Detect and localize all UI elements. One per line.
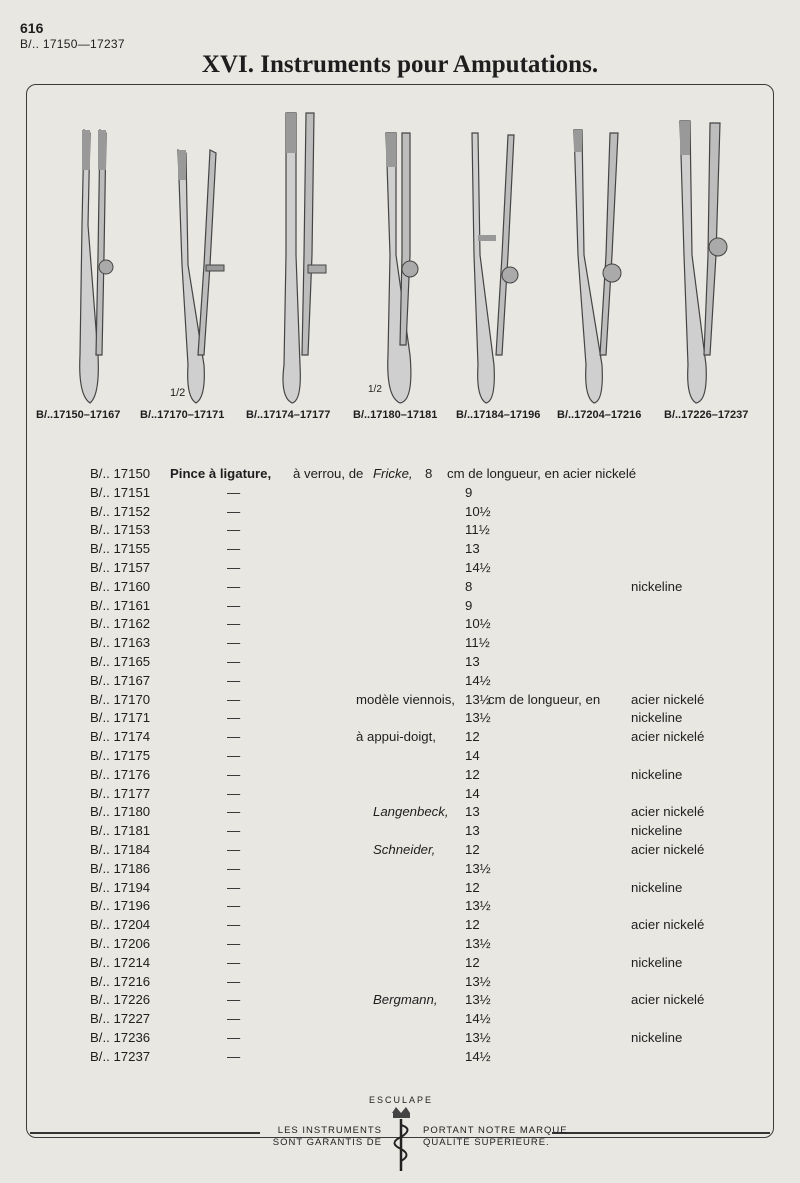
- item-dash: —: [227, 503, 241, 519]
- item-length: 11½: [465, 635, 490, 651]
- item-dash: —: [227, 691, 241, 707]
- table-row: [90, 522, 750, 541]
- table-row: [90, 635, 750, 654]
- item-length: 13½: [465, 1029, 491, 1045]
- table-row: [90, 466, 750, 485]
- item-code: B/.. 17226: [90, 992, 151, 1008]
- item-length: 13½: [465, 973, 491, 989]
- table-row: [90, 842, 750, 861]
- footer-rule-right: [552, 1132, 770, 1134]
- item-code: B/.. 17194: [90, 879, 151, 895]
- item-length: 9: [465, 484, 473, 500]
- item-dash: —: [227, 804, 241, 820]
- item-material: nickeline: [631, 1029, 683, 1045]
- table-row: [90, 955, 750, 974]
- item-dash: —: [227, 747, 241, 763]
- item-dash: —: [227, 578, 241, 594]
- item-code: B/.. 17171: [90, 710, 151, 726]
- item-code: B/.. 17170: [90, 691, 151, 707]
- item-length: 10½: [465, 503, 491, 519]
- item-code: B/.. 17163: [90, 635, 151, 651]
- table-row: [90, 823, 750, 842]
- item-dash: —: [227, 954, 241, 970]
- item-dash: —: [227, 653, 241, 669]
- item-dash: —: [227, 1011, 241, 1027]
- item-length: 14½: [465, 1048, 491, 1064]
- item-dash: —: [227, 879, 241, 895]
- table-row: [90, 579, 750, 598]
- item-material: nickeline: [631, 823, 683, 839]
- table-row: [90, 1011, 750, 1030]
- forceps-illustration-2: [170, 105, 230, 405]
- table-row: [90, 804, 750, 823]
- instrument-label: B/..17180–17181: [353, 409, 438, 421]
- item-code: B/.. 17152: [90, 503, 151, 519]
- item-code: B/.. 17165: [90, 653, 151, 669]
- table-row: [90, 974, 750, 993]
- item-dash: —: [227, 992, 241, 1008]
- instrument-label: B/..17204–17216: [557, 409, 642, 421]
- item-maker: Fricke,: [373, 466, 413, 481]
- instrument-label: B/..17226–17237: [664, 409, 749, 421]
- item-dash: —: [227, 616, 241, 632]
- item-code: B/.. 17175: [90, 747, 151, 763]
- item-unit: cm de longueur, en: [488, 691, 601, 707]
- item-code: B/.. 17227: [90, 1011, 151, 1027]
- table-row: [90, 729, 750, 748]
- item-length: 12: [465, 841, 480, 857]
- item-dash: —: [227, 541, 241, 557]
- footer-left-line2: SONT GARANTIS DE: [272, 1137, 382, 1148]
- item-name: Pince à ligature,: [170, 466, 272, 481]
- item-maker: Bergmann,: [373, 992, 438, 1008]
- table-row: [90, 598, 750, 617]
- forceps-illustration-5: [466, 105, 526, 405]
- item-length: 13: [465, 823, 480, 839]
- item-dash: —: [227, 710, 241, 726]
- item-length: 8: [465, 578, 473, 594]
- table-row: [90, 692, 750, 711]
- item-length: 12: [465, 729, 480, 745]
- table-row: [90, 898, 750, 917]
- table-row: [90, 936, 750, 955]
- item-dash: —: [227, 766, 241, 782]
- catalog-range: B/.. 17150—17237: [20, 37, 125, 51]
- table-row: [90, 786, 750, 805]
- table-row: [90, 541, 750, 560]
- table-row: [90, 654, 750, 673]
- instrument-label: B/..17170–17171: [140, 409, 225, 421]
- table-row: [90, 880, 750, 899]
- item-dash: —: [227, 559, 241, 575]
- item-code: B/.. 17150: [90, 466, 151, 481]
- table-row: [90, 504, 750, 523]
- item-dash: —: [227, 484, 241, 500]
- table-row: [90, 673, 750, 692]
- item-length: 12: [465, 917, 480, 933]
- footer-right-line2: QUALITÉ SUPÉRIEURE.: [423, 1137, 550, 1148]
- table-row: [90, 1049, 750, 1068]
- instrument-label: B/..17150–17167: [36, 409, 121, 421]
- item-dash: —: [227, 860, 241, 876]
- item-dash: —: [227, 672, 241, 688]
- item-dash: —: [227, 729, 241, 745]
- item-maker: Langenbeck,: [373, 804, 449, 820]
- item-code: B/.. 17153: [90, 522, 151, 538]
- page-number: 616: [20, 20, 44, 36]
- item-material: nickeline: [631, 578, 683, 594]
- footer-left-line1: LES INSTRUMENTS: [277, 1125, 382, 1136]
- item-length: 14½: [465, 672, 491, 688]
- table-row: [90, 616, 750, 635]
- table-row: [90, 992, 750, 1011]
- item-tail: cm de longueur, en acier nickelé: [447, 466, 637, 481]
- footer-text-left: [272, 1125, 382, 1149]
- table-row: [90, 1030, 750, 1049]
- item-length: 14½: [465, 559, 491, 575]
- table-row: [90, 748, 750, 767]
- forceps-illustration-4: [380, 105, 440, 405]
- item-desc: à verrou, de: [293, 466, 364, 481]
- item-length: 13½: [465, 898, 491, 914]
- item-length: 14½: [465, 1011, 491, 1027]
- item-length: 11½: [465, 522, 490, 538]
- item-dash: —: [227, 917, 241, 933]
- item-code: B/.. 17214: [90, 954, 151, 970]
- table-row: [90, 560, 750, 579]
- item-dash: —: [227, 973, 241, 989]
- item-material: acier nickelé: [631, 917, 705, 933]
- item-variant: modèle viennois,: [356, 691, 455, 707]
- item-length: 10½: [465, 616, 491, 632]
- item-code: B/.. 17155: [90, 541, 151, 557]
- table-row: [90, 485, 750, 504]
- item-code: B/.. 17216: [90, 973, 151, 989]
- item-length: 8: [425, 466, 433, 481]
- table-row: [90, 861, 750, 880]
- item-code: B/.. 17181: [90, 823, 151, 839]
- item-code: B/.. 17180: [90, 804, 151, 820]
- item-material: nickeline: [631, 710, 683, 726]
- item-dash: —: [227, 898, 241, 914]
- item-length: 12: [465, 766, 480, 782]
- forceps-illustration-3: [278, 105, 338, 405]
- item-material: acier nickelé: [631, 841, 705, 857]
- item-length: 13: [465, 541, 480, 557]
- item-code: B/.. 17160: [90, 578, 151, 594]
- item-length: 13½: [465, 860, 491, 876]
- item-material: nickeline: [631, 879, 683, 895]
- footer-rule-left: [30, 1132, 260, 1134]
- item-length: 13½: [465, 935, 491, 951]
- item-code: B/.. 17177: [90, 785, 151, 801]
- item-length: 14: [465, 785, 480, 801]
- item-material: acier nickelé: [631, 691, 705, 707]
- item-length: 12: [465, 954, 480, 970]
- logo-brand: ESCULAPE: [368, 1095, 434, 1105]
- item-material: acier nickelé: [631, 729, 705, 745]
- item-material: acier nickelé: [631, 804, 705, 820]
- item-dash: —: [227, 785, 241, 801]
- item-variant: à appui-doigt,: [356, 729, 436, 745]
- item-code: B/.. 17174: [90, 729, 151, 745]
- item-code: B/.. 17176: [90, 766, 151, 782]
- instrument-label: B/..17184–17196: [456, 409, 541, 421]
- table-row: [90, 767, 750, 786]
- item-material: nickeline: [631, 766, 683, 782]
- item-dash: —: [227, 597, 241, 613]
- item-dash: —: [227, 935, 241, 951]
- item-length: 14: [465, 747, 480, 763]
- forceps-illustration-7: [674, 105, 734, 405]
- table-row: [90, 710, 750, 729]
- item-material: acier nickelé: [631, 992, 705, 1008]
- instrument-label: B/..17174–17177: [246, 409, 331, 421]
- item-length: 13½: [465, 710, 491, 726]
- item-code: B/.. 17161: [90, 597, 151, 613]
- item-dash: —: [227, 635, 241, 651]
- item-length: 13: [465, 653, 480, 669]
- footer-right-line1: PORTANT NOTRE MARQUE: [423, 1125, 568, 1136]
- item-code: B/.. 17236: [90, 1029, 151, 1045]
- forceps-illustration-6: [568, 105, 628, 405]
- forceps-illustration-1: [72, 105, 122, 405]
- item-length: 13½: [465, 691, 491, 707]
- item-dash: —: [227, 1029, 241, 1045]
- item-code: B/.. 17157: [90, 559, 151, 575]
- item-code: B/.. 17184: [90, 841, 151, 857]
- price-table: [90, 466, 750, 1068]
- item-dash: —: [227, 522, 241, 538]
- item-code: B/.. 17162: [90, 616, 151, 632]
- item-code: B/.. 17237: [90, 1048, 151, 1064]
- item-material: nickeline: [631, 954, 683, 970]
- item-code: B/.. 17206: [90, 935, 151, 951]
- item-length: 12: [465, 879, 480, 895]
- table-row: [90, 917, 750, 936]
- item-code: B/.. 17204: [90, 917, 151, 933]
- item-dash: —: [227, 1048, 241, 1064]
- item-code: B/.. 17186: [90, 860, 151, 876]
- item-code: B/.. 17167: [90, 672, 151, 688]
- item-length: 13: [465, 804, 480, 820]
- item-length: 9: [465, 597, 473, 613]
- item-code: B/.. 17196: [90, 898, 151, 914]
- item-dash: —: [227, 823, 241, 839]
- item-maker: Schneider,: [373, 841, 436, 857]
- page-title: XVI. Instruments pour Amputations.: [201, 51, 599, 78]
- item-code: B/.. 17151: [90, 484, 151, 500]
- scale-mark: 1/2: [170, 387, 186, 399]
- footer-text-right: [423, 1125, 568, 1149]
- item-length: 13½: [465, 992, 491, 1008]
- item-dash: —: [227, 841, 241, 857]
- scale-mark: 1/2: [368, 384, 382, 395]
